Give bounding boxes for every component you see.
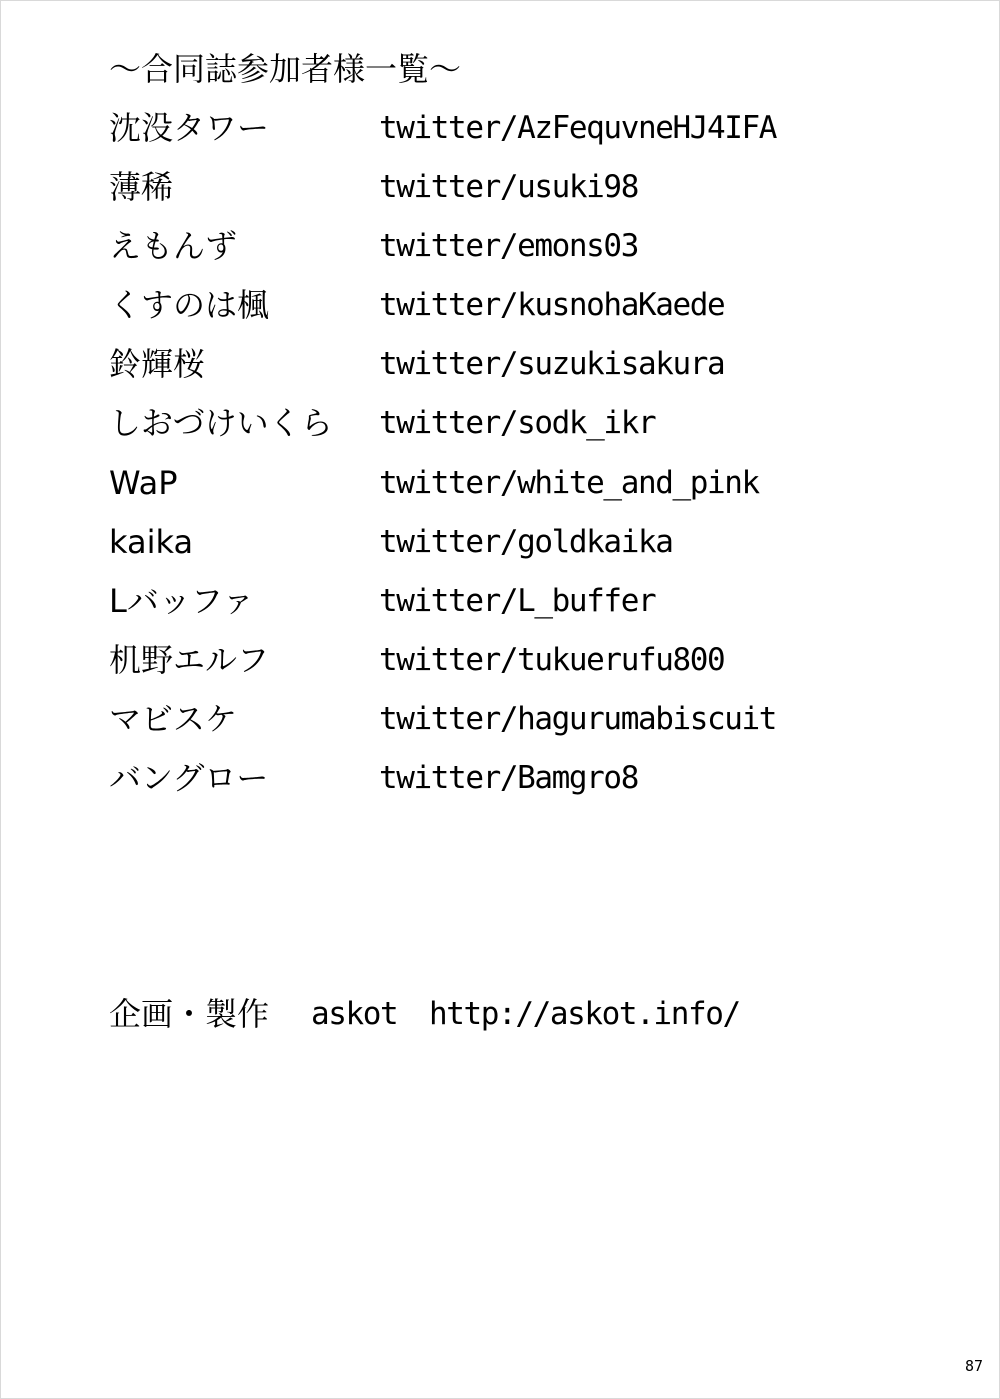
participant-twitter-handle: twitter/suzukisakura: [379, 346, 725, 383]
participant-row: [109, 578, 909, 637]
credit-role: 企画・製作: [109, 995, 270, 1033]
participant-twitter-handle: twitter/white_and_pink: [379, 464, 759, 501]
participant-row: [109, 519, 909, 578]
participant-name: 沈没タワー: [109, 109, 270, 147]
participant-row: [109, 400, 909, 459]
page-title: ～合同誌参加者様一覧～: [109, 50, 462, 88]
participant-row: [109, 755, 909, 814]
participant-row: [109, 223, 909, 282]
participant-twitter-handle: twitter/usuki98: [379, 169, 638, 206]
participant-twitter-handle: twitter/Bamgro8: [379, 760, 638, 797]
participant-name: Lバッファ: [109, 581, 255, 620]
participant-twitter-handle: twitter/tukuerufu800: [379, 641, 725, 678]
participant-row: [109, 637, 909, 696]
participant-name: バングロー: [109, 759, 269, 798]
participant-list: [109, 105, 909, 814]
participant-twitter-handle: twitter/L_buffer: [379, 582, 656, 619]
participant-name: くすのは楓: [109, 286, 270, 325]
participant-name: マビスケ: [109, 699, 238, 738]
participant-name: WaP: [109, 463, 178, 502]
participant-twitter-handle: twitter/emons03: [379, 228, 638, 265]
participant-twitter-handle: twitter/goldkaika: [379, 523, 673, 560]
participant-twitter-handle: twitter/hagurumabiscuit: [379, 700, 777, 737]
participant-row: [109, 105, 909, 164]
participant-name: えもんず: [109, 227, 238, 266]
credit-url: http://askot.info/: [429, 996, 740, 1032]
page-number: 87: [965, 1357, 984, 1375]
participant-name: 机野エルフ: [109, 640, 270, 679]
participant-row: [109, 164, 909, 223]
participant-name: 薄稀: [109, 168, 174, 207]
participant-row: [109, 282, 909, 341]
participant-name: 鈴輝桜: [109, 345, 206, 384]
participant-name: kaika: [109, 522, 194, 561]
participant-row: [109, 341, 909, 400]
participant-row: [109, 696, 909, 755]
participant-row: [109, 460, 909, 519]
participant-twitter-handle: twitter/sodk_ikr: [379, 405, 656, 442]
credit-author: askot: [311, 996, 398, 1032]
participant-name: しおづけいくら: [109, 404, 333, 443]
participant-twitter-handle: twitter/kusnohaKaede: [379, 287, 725, 324]
participant-twitter-handle: twitter/AzFequvneHJ4IFA: [379, 110, 777, 146]
